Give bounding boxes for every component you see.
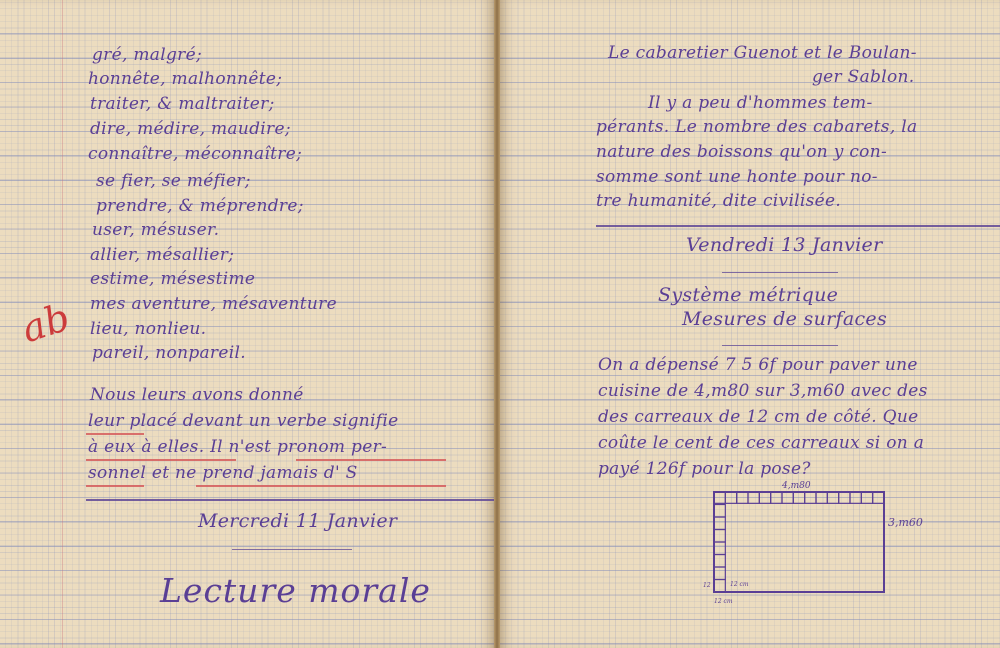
red-underline: [86, 485, 144, 487]
red-underline: [296, 459, 446, 461]
tile: [873, 492, 884, 503]
left-page: [0, 0, 494, 648]
heading-underline: [722, 272, 838, 273]
vocab-line: honnête, malhonnête;: [88, 69, 283, 89]
tile: [737, 492, 748, 503]
vocab-line: lieu, nonlieu.: [90, 319, 207, 339]
problem-line: cuisine de 4,m80 sur 3,m60 avec des: [598, 381, 928, 401]
vocab-line: prendre, & méprendre;: [96, 196, 304, 216]
floor-tile-diagram: [700, 474, 950, 608]
tile-size-label: 12 cm: [714, 598, 733, 605]
reading-text-line: nature des boissons qu'on y con-: [596, 142, 887, 162]
date-heading: Mercredi 11 Janvier: [198, 510, 398, 532]
tile: [714, 542, 725, 555]
tile-size-label: 12 cm: [730, 581, 749, 588]
vocab-line: allier, mésallier;: [90, 245, 235, 265]
length-label: 4,m80: [782, 481, 811, 491]
tile-row-top: [714, 492, 884, 503]
section-divider: [596, 225, 1000, 227]
date-heading: Vendredi 13 Janvier: [686, 234, 883, 256]
problem-line: des carreaux de 12 cm de côté. Que: [598, 407, 919, 427]
vocab-line: dire, médire, maudire;: [90, 119, 291, 139]
heading-underline: [232, 549, 352, 550]
tile: [782, 492, 793, 503]
vocab-line: user, mésuser.: [92, 220, 220, 240]
tile: [725, 492, 736, 503]
tile: [714, 555, 725, 568]
reading-text-line: somme sont une honte pour no-: [596, 167, 878, 187]
vocab-line: estime, mésestime: [90, 269, 256, 289]
reading-title-line: ger Sablon.: [812, 67, 915, 87]
tile: [850, 492, 861, 503]
tile: [714, 505, 725, 518]
tile: [714, 517, 725, 530]
margin-annotation: ab: [16, 294, 76, 352]
red-underline: [86, 459, 236, 461]
tile: [816, 492, 827, 503]
tile: [805, 492, 816, 503]
tile: [827, 492, 838, 503]
kitchen-outline: [714, 492, 884, 592]
width-label: 3,m60: [888, 516, 923, 529]
vocab-line: mes aventure, mésaventure: [90, 294, 337, 314]
problem-line: coûte le cent de ces carreaux si on a: [598, 433, 925, 453]
vocab-line: traiter, & maltraiter;: [90, 94, 275, 114]
section-title-line: Mesures de surfaces: [682, 308, 888, 330]
tile: [714, 580, 725, 593]
red-underline: [86, 433, 144, 435]
rule-line: à eux à elles. Il n'est pronom per-: [88, 437, 388, 457]
problem-line: payé 126f pour la pose?: [598, 459, 811, 479]
lesson-title: Lecture morale: [160, 571, 431, 610]
tile-column-left: [714, 505, 725, 593]
reading-title-line: Le cabaretier Guenot et le Boulan-: [608, 43, 917, 63]
reading-text-line: Il y a peu d'hommes tem-: [648, 93, 873, 113]
tile: [793, 492, 804, 503]
vocab-line: connaître, méconnaître;: [88, 144, 303, 164]
vocab-line: pareil, nonpareil.: [92, 343, 246, 363]
tile: [714, 530, 725, 543]
tile: [748, 492, 759, 503]
tile: [759, 492, 770, 503]
rule-line: Nous leurs avons donné: [90, 385, 304, 405]
heading-underline: [722, 345, 838, 346]
rule-line: leur placé devant un verbe signifie: [88, 411, 399, 431]
section-title-line: Système métrique: [658, 284, 839, 306]
vocab-line: gré, malgré;: [92, 45, 202, 65]
tile: [861, 492, 872, 503]
vocab-line: se fier, se méfier;: [96, 171, 251, 191]
tile: [839, 492, 850, 503]
red-underline: [196, 485, 446, 487]
section-divider: [86, 499, 494, 501]
tile: [714, 567, 725, 580]
rule-line: sonnel et ne prend jamais d' S: [88, 463, 358, 483]
problem-line: On a dépensé 7 5 6f pour paver une: [598, 355, 918, 375]
reading-text-line: pérants. Le nombre des cabarets, la: [596, 117, 918, 137]
reading-text-line: tre humanité, dite civilisée.: [596, 191, 842, 211]
tile: [714, 492, 725, 503]
tile-size-label: 12: [703, 582, 711, 589]
tile: [771, 492, 782, 503]
